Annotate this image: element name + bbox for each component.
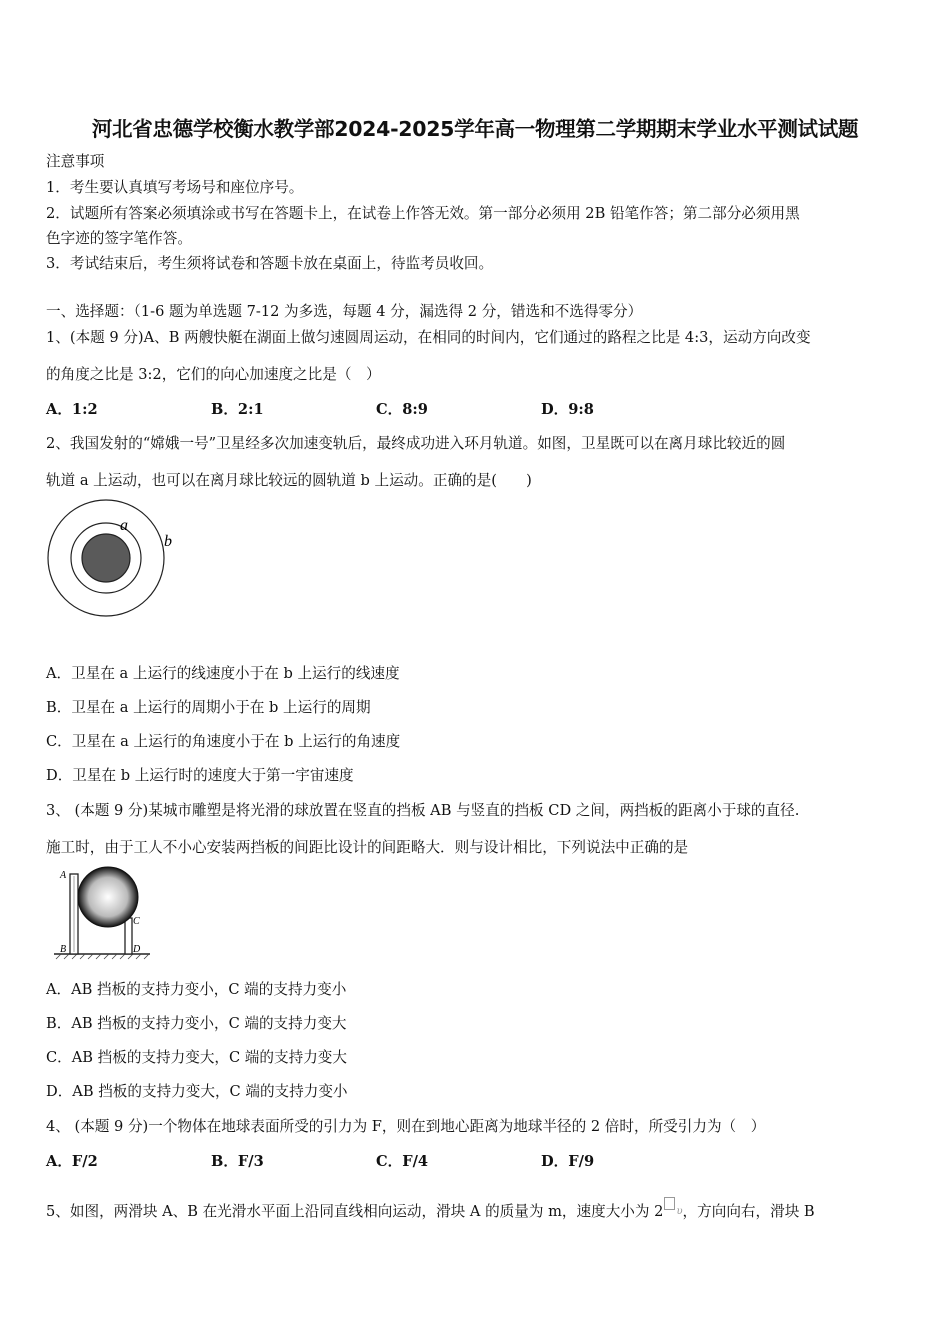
q2-stem-line1: 2、我国发射的“嫦娥一号”卫星经多次加速变轨后，最终成功进入环月轨道。如图，卫星既可以在离月球比较近的圆 bbox=[46, 435, 786, 452]
q3-stem-line2: 施工时，由于工人不小心安装两挡板的间距比设计的间距略大．则与设计相比，下列说法中正确的是 bbox=[46, 839, 689, 856]
orbit-b-label: b bbox=[164, 533, 172, 550]
section-heading: 一、选择题：（1-6 题为单选题 7-12 为多选，每题 4 分，漏选得 2 分，错选和不选得零分） bbox=[46, 303, 643, 320]
ball bbox=[78, 867, 138, 927]
notice-item: 1．考生要认真填写考场号和座位序号。 bbox=[46, 179, 304, 196]
orbit-a-label: a bbox=[120, 517, 128, 534]
q2-option-c[interactable]: C．卫星在 a 上运行的角速度小于在 b 上运行的角速度 bbox=[46, 733, 401, 750]
label-d: D bbox=[133, 944, 141, 955]
moon bbox=[82, 534, 130, 582]
page-title: 河北省忠德学校衡水教学部2024-2025学年高一物理第二学期期末学业水平测试试题 bbox=[91, 117, 859, 141]
velocity-symbol-icon: υ bbox=[676, 1206, 683, 1217]
q3-option-b[interactable]: B．AB 挡板的支持力变小，C 端的支持力变大 bbox=[46, 1015, 347, 1032]
orbit-figure bbox=[42, 500, 182, 620]
notice-item: 2．试题所有答案必须填涂或书写在答题卡上，在试卷上作答无效。第一部分必须用 2B 铅笔作答；第二部分必须用黑 bbox=[46, 205, 800, 222]
q3-option-d[interactable]: D．AB 挡板的支持力变大，C 端的支持力变小 bbox=[46, 1083, 348, 1100]
label-c: C bbox=[133, 916, 140, 927]
q5-stem-tail: ，方向向右，滑块 B bbox=[682, 1203, 815, 1220]
q2-stem-line2: 轨道 a 上运动，也可以在离月球比较远的圆轨道 b 上运动。正确的是( ) bbox=[46, 472, 532, 489]
q2-option-d[interactable]: D．卫星在 b 上运行时的速度大于第一宇宙速度 bbox=[46, 767, 354, 784]
q4-option-c[interactable]: C．F/4 bbox=[376, 1153, 429, 1170]
q1-option-a[interactable]: A．1:2 bbox=[46, 401, 98, 418]
q4-option-d[interactable]: D．F/9 bbox=[541, 1153, 595, 1170]
q1-stem-line1: 1、(本题 9 分)A、B 两艘快艇在湖面上做匀速圆周运动，在相同的时间内，它们通过的路程之比是 4:3，运动方向改变 bbox=[46, 329, 811, 346]
board-cd bbox=[125, 918, 132, 954]
q1-option-b[interactable]: B．2:1 bbox=[211, 401, 264, 418]
q4-stem: 4、 (本题 9 分)一个物体在地球表面所受的引力为 F，则在到地心距离为地球半径的 2 倍时，所受引力为（ ） bbox=[46, 1118, 766, 1135]
q2-option-b[interactable]: B．卫星在 a 上运行的周期小于在 b 上运行的周期 bbox=[46, 699, 371, 716]
q5-stem-text: 5、如图，两滑块 A、B 在光滑水平面上沿同直线相向运动，滑块 A 的质量为 m，速度大小为 2 bbox=[46, 1203, 664, 1220]
q2-option-a[interactable]: A．卫星在 a 上运行的线速度小于在 b 上运行的线速度 bbox=[46, 665, 400, 682]
notice-item: 色字迹的签字笔作答。 bbox=[46, 230, 192, 247]
formula-placeholder-icon bbox=[664, 1197, 675, 1210]
q4-option-b[interactable]: B．F/3 bbox=[211, 1153, 264, 1170]
q3-stem-line1: 3、 (本题 9 分)某城市雕塑是将光滑的球放置在竖直的挡板 AB 与竖直的挡板 CD 之间，两挡板的距离小于球的直径. bbox=[46, 802, 800, 819]
sculpture-figure bbox=[52, 866, 152, 961]
notice-item: 3．考试结束后，考生须将试卷和答题卡放在桌面上，待监考员收回。 bbox=[46, 255, 494, 272]
q5-stem-line1 bbox=[46, 1197, 815, 1221]
label-a: A bbox=[60, 870, 67, 881]
q1-option-c[interactable]: C．8:9 bbox=[376, 401, 428, 418]
q3-option-c[interactable]: C．AB 挡板的支持力变大，C 端的支持力变大 bbox=[46, 1049, 347, 1066]
q3-option-a[interactable]: A．AB 挡板的支持力变小，C 端的支持力变小 bbox=[46, 981, 347, 998]
q4-option-a[interactable]: A．F/2 bbox=[46, 1153, 98, 1170]
label-b: B bbox=[60, 944, 67, 955]
q1-stem-line2: 的角度之比是 3:2，它们的向心加速度之比是（ ） bbox=[46, 366, 381, 383]
q1-option-d[interactable]: D．9:8 bbox=[541, 401, 594, 418]
notice-heading: 注意事项 bbox=[46, 153, 105, 170]
